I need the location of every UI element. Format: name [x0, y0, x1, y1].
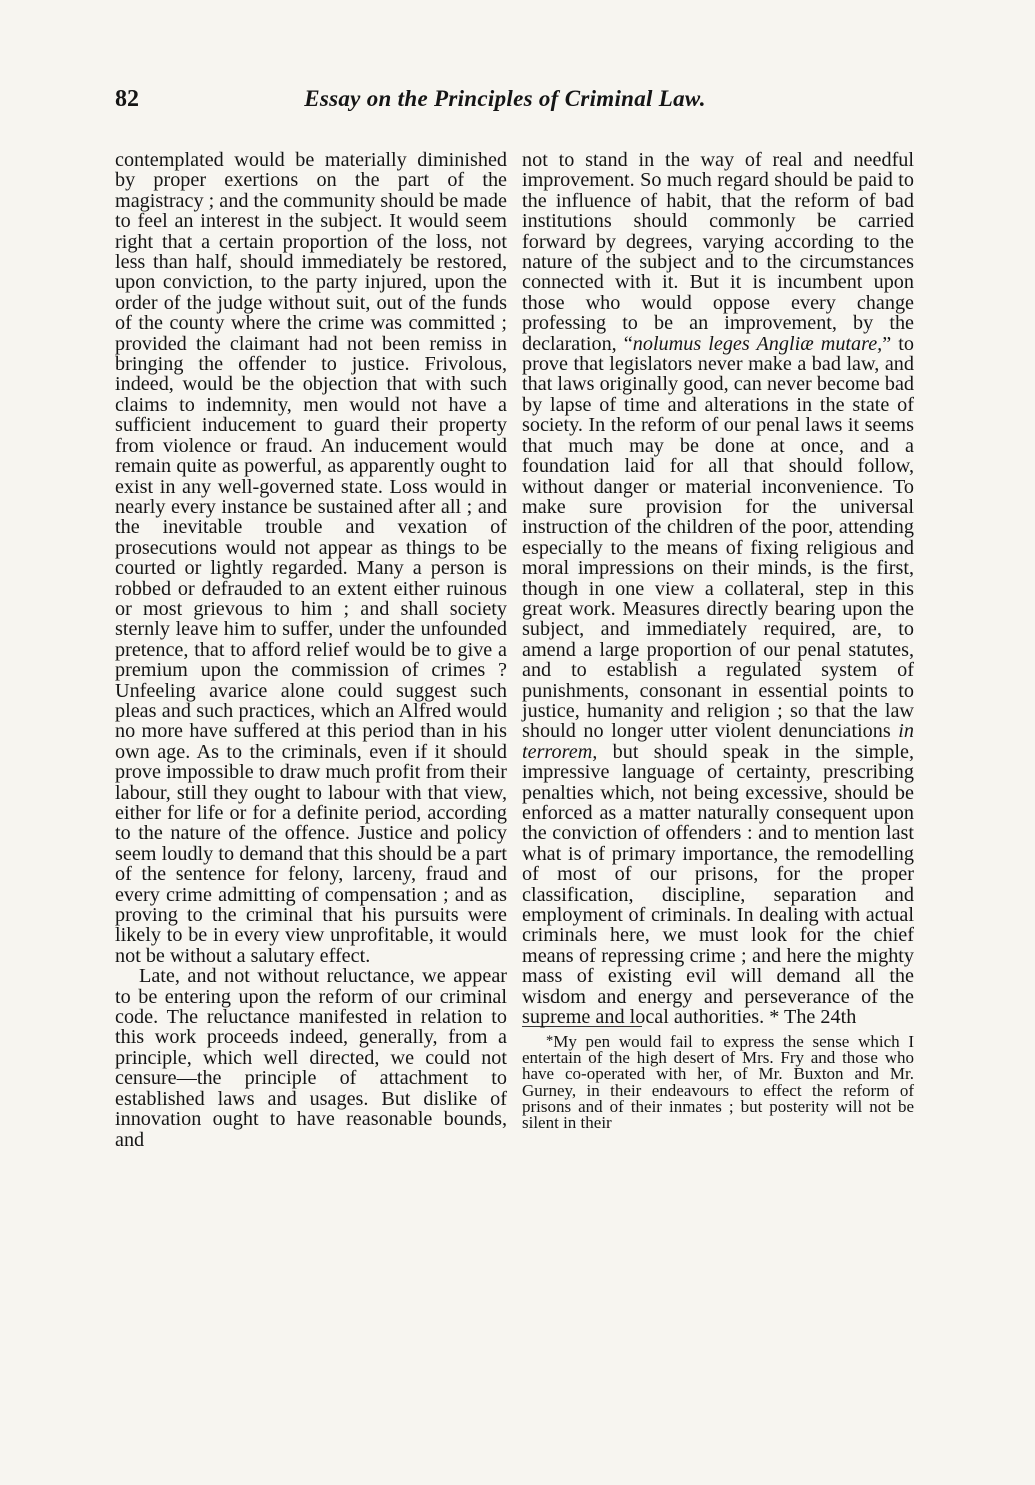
left-column — [115, 150, 507, 1150]
running-title: Essay on the Principles of Criminal Law. — [304, 86, 706, 111]
text-run: ” to prove that legislators never make a bad law, and that laws originally good, can never become bad by lapse of time and alterations in the state of society. In the reform of our penal laws it seems that much may be done at once, and a foundation laid for all that should follow, without danger or material inconvenience. To make sure provision for the universal instruction of the children of the poor, attending especially to the means of fixing religious and moral impressions on their minds, is the first, though in one view a collateral, step in this great work. Measures directly bearing upon the subject, and immediately required, are, to amend a large proportion of our penal statutes, and to establish a regulated system of punishments, consonant in essential points to justice, humanity and religion ; so that the law should no longer utter violent denunciations — [522, 332, 914, 743]
page-number: 82 — [115, 86, 139, 112]
footnote-text: My pen would fail to express the sense which I entertain of the high desert of Mrs. Fry and those who have co-operated with her, of Mr. Buxton and Mr. Gurney, in their endeavours to effect the reform of prisons and of their inmates ; but posterity will not be silent in their — [522, 1032, 914, 1133]
footnote-mark: * — [546, 1033, 554, 1049]
latin-phrase: nolumus leges Angliæ mutare, — [632, 332, 883, 355]
footnote — [522, 1033, 914, 1131]
text-run: but should speak in the simple, impressive language of certainty, prescribing penalties which, not being excessive, should be enforced as a matter naturally consequent upon the conviction of offenders : and to mention last what is of primary importance, the remodelling of most of our prisons, for the proper classification, discipline, separation and employment of criminals. In dealing with actual criminals here, we must look for the chief means of repressing crime ; and here the mighty mass of existing evil will demand all the wisdom and energy and perseverance of the supreme and local authorities. * The 24th — [522, 740, 914, 1029]
paragraph-continued: contemplated would be materially diminished by proper exertions on the part of the magistracy ; and the community should be made to feel an interest in the subject. It would seem right that a certain proportion of the loss, not less than half, should immediately be restored, upon conviction, to the party injured, upon the order of the judge without suit, out of the funds of the county where the crime was committed ; provided the claimant had not been remiss in bringing the offender to justice. Frivolous, indeed, would be the objection that with such claims to indemnity, men would not have a sufficient inducement to guard their property from violence or fraud. An inducement would remain quite as powerful, as apparently ought to exist in any well-governed state. Loss would in nearly every instance be sustained after all ; and the inevitable trouble and vexation of prosecutions would not appear as things to be courted or lightly regarded. Many a person is robbed or defrauded to an extent either ruinous or most grievous to him ; and shall society sternly leave him to suffer, under the unfounded pretence, that to afford relief would be to give a premium upon the commission of crimes ? Unfeeling avarice alone could suggest such pleas and such practices, which an Alfred would no more have suffered at this period than in his own age. As to the criminals, even if it should prove impossible to draw much profit from their labour, still they ought to labour with that view, either for life or for a definite period, according to the nature of the offence. Justice and policy seem loudly to demand that this should be a part of the sentence for felony, larceny, fraud and every crime admitting of compensation ; and as proving to the criminal that his pursuits were likely to be in every view unprofitable, it would not be without a salutary effect. — [115, 149, 507, 967]
right-column-text — [522, 149, 914, 1029]
paragraph-reform-continued — [522, 150, 914, 1027]
text-run: not to stand in the way of real and needful improvement. So much regard should be paid to the influence of habit, that the reform of bad institutions should commonly be carried forward by degrees, varying according to the nature of the subject and to the circumstances connected with it. But it is incumbent upon those who would oppose every change professing to be an improvement, by the declaration, “ — [522, 149, 914, 355]
page-header — [115, 86, 895, 116]
latin-phrase-terrorem: in terrorem, — [522, 720, 914, 763]
right-column — [522, 150, 914, 1131]
paragraph-reform: Late, and not without reluctance, we appear to be entering upon the reform of our criminal code. The reluctance manifested in relation to this work proceeds indeed, generally, from a principle, which well directed, we could not censure—the principle of attachment to established laws and usages. But dislike of innovation ought to have reasonable bounds, and — [115, 965, 507, 1151]
